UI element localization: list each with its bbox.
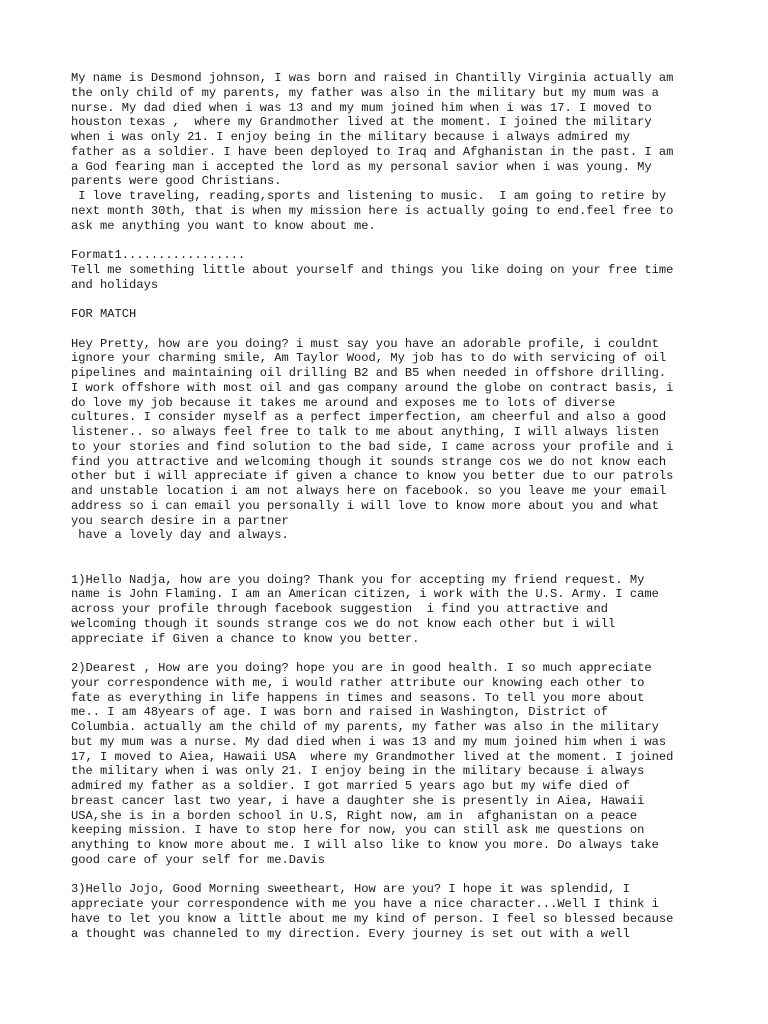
paragraph-spacer <box>71 868 711 883</box>
paragraph-spacer <box>71 543 711 573</box>
bio-paragraph: My name is Desmond johnson, I was born and raised in Chantilly Virginia actually am the only child of my parents, my father was also in the military but my mum was a nurse. My dad died when i was 13 and my mum joined him when i was 17. I moved to houston texas , where my Grandmother lived at the moment. I joined the military when i was only 21. I enjoy being in the military because i always admired my father as a soldier. I have been deployed to Iraq and Afghanistan in the past. I am a God fearing man i accepted the lord as my personal savior when i was young. My parents were good Christians. I love traveling, reading,sports and listening to music. I am going to retire by next month 30th, that is when my mission here is actually going to end.feel free to ask me anything you want to know about me. <box>71 71 674 233</box>
paragraph-spacer <box>71 233 711 248</box>
match-heading: FOR MATCH <box>71 307 137 321</box>
message-2: 2)Dearest , How are you doing? hope you are in good health. I so much appreciate your correspondence with me, i would rather attribute our knowing each other to fate as everything in life happens in times and seasons. To tell you more about me.. I am 48years of age. I was born and raised in Washington, District of Columbia. actually am the child of my parents, my father was also in the military but my mum was a nurse. My dad died when i was 13 and my mum joined him when i was 17, I moved to Aiea, Hawaii USA where my Grandmother lived at the moment. I joined the military when i was only 21. I enjoy being in the military because i always admired my father as a soldier. I got married 5 years ago but my wife died of breast cancer last two year, i have a daughter she is presently in Aiea, Hawaii USA,she is in a borden school in U.S, Right now, am in afghanistan on a peace keeping mission. I have to stop here for now, you can still ask me questions on anything to know more about me. I will also like to know you more. Do always take good care of your self for me.Davis <box>71 661 674 867</box>
message-1: 1)Hello Nadja, how are you doing? Thank you for accepting my friend request. My name is John Flaming. I am an American citizen, i work with the U.S. Army. I came across your profile through facebook suggestion i find you attractive and welcoming though it sounds strange cos we do not know each other but i will appreciate if Given a chance to know you better. <box>71 572 659 646</box>
format-text: Tell me something little about yourself and things you like doing on your free time and holidays <box>71 262 674 292</box>
message-3: 3)Hello Jojo, Good Morning sweetheart, How are you? I hope it was splendid, I appreciate your correspondence with me you have a nice character...Well I think i have to let you know a little about me my kind of person. I feel so blessed because a thought was channeled to my direction. Every journey is set out with a well <box>71 882 674 941</box>
paragraph-spacer <box>71 322 711 337</box>
document-page <box>71 71 711 941</box>
match-paragraph: Hey Pretty, how are you doing? i must say you have an adorable profile, i couldnt ignore your charming smile, Am Taylor Wood, My job has to do with servicing of oil pipelines and maintaining oil drilling B2 and B5 when needed in offshore drilling. I work offshore with most oil and gas company around the globe on contract basis, i do love my job because it takes me around and exposes me to lots of diverse cultures. I consider myself as a perfect imperfection, am cheerful and also a good listener.. so always feel free to talk to me about anything, I will always listen to your stories and find solution to the bad side, I came across your profile and i find you attractive and welcoming though it sounds strange cos we do not know each other but i will appreciate if given a chance to know you better due to our patrols and unstable location i am not always here on facebook. so you leave me your email address so i can email you personally i will love to know more about you and what you search desire in a partner have a lovely day and always. <box>71 336 674 543</box>
paragraph-spacer <box>71 646 711 661</box>
format-heading: Format1................. <box>71 248 246 262</box>
paragraph-spacer <box>71 292 711 307</box>
